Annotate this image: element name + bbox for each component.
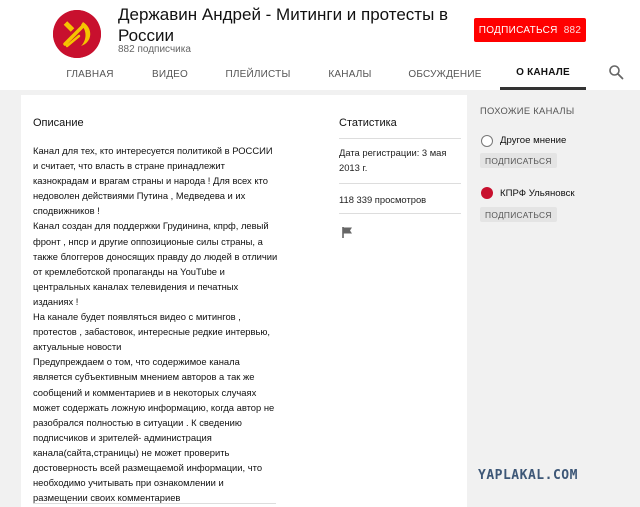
registration-date: Дата регистрации: 3 мая 2013 г. — [339, 147, 447, 173]
subscribe-button[interactable]: ПОДПИСАТЬСЯ — [480, 207, 557, 222]
tab-about[interactable]: О КАНАЛЕ — [500, 58, 586, 90]
similar-channels-heading: ПОХОЖИЕ КАНАЛЫ — [480, 105, 575, 116]
similar-channel-name[interactable]: Другое мнение — [500, 135, 567, 146]
channel-description: Канал для тех, кто интересуется политикой в РОССИИ и считает, что власть в стране принадлежит казнокрадам и врагам страны и народа ! Для всех кто недоволен действиями Путина , Медведева и их сподвижников ! Канал создан для поддержки Грудинина, кпрф, левый фронт , нпср и другие оппозиционые силы страны, а также блоггеров доносящих правду до людей в отличии от кремлеботской пропаганды на YouTube и центральных каналах телевидения и печатных изданиях ! На канале будет появляться видео с митингов , протестов , забастовок, интересные редкие интервью, актуальные новости Предупреждаем о том, что содержимое канала является субъективным мнением авторов а так же сообщений и комментариев и в некоторых случаях может содержать ложную информацию, когда автор не разобрался полностью в ситуации . К сведению подписчиков и зрителей- администрация канала(сайта,страницы) не может проверить достоверность всей размещаемой информации, что необходимо учитывать при ознакомлении и размещении своих комментариев — [33, 145, 278, 504]
channel-avatar-icon[interactable] — [481, 187, 493, 199]
statistics-heading: Статистика — [339, 117, 397, 129]
tab-discussion[interactable]: ОБСУЖДЕНИЕ — [408, 68, 482, 80]
description-heading: Описание — [33, 117, 84, 129]
site-watermark: YAPLAKAL.COM — [478, 468, 578, 483]
subscribe-button[interactable] — [474, 18, 586, 42]
stats-divider — [339, 138, 461, 139]
description-divider — [33, 503, 276, 504]
stats-divider — [339, 213, 461, 214]
stats-divider — [339, 183, 461, 184]
subscriber-count: 882 подписчика — [118, 44, 191, 55]
view-count: 118 339 просмотров — [339, 194, 427, 205]
subscribe-label: ПОДПИСАТЬСЯ — [478, 24, 558, 36]
channel-avatar[interactable] — [53, 10, 101, 58]
flag-icon[interactable] — [341, 226, 354, 239]
search-icon[interactable] — [608, 64, 624, 80]
tab-playlists[interactable]: ПЛЕЙЛИСТЫ — [225, 68, 291, 80]
similar-channel-name[interactable]: КПРФ Ульяновск — [500, 188, 575, 199]
subscribe-count: 882 — [563, 24, 582, 36]
tab-home[interactable]: ГЛАВНАЯ — [66, 68, 114, 80]
channel-title: Державин Андрей - Митинги и протесты в России — [118, 5, 449, 45]
tab-channels[interactable]: КАНАЛЫ — [328, 68, 372, 80]
tab-videos[interactable]: ВИДЕО — [151, 68, 189, 80]
hammer-sickle-icon — [53, 10, 101, 58]
subscribe-button[interactable]: ПОДПИСАТЬСЯ — [480, 153, 557, 168]
channel-avatar-icon[interactable] — [481, 135, 493, 147]
channel-tabs — [0, 58, 640, 90]
